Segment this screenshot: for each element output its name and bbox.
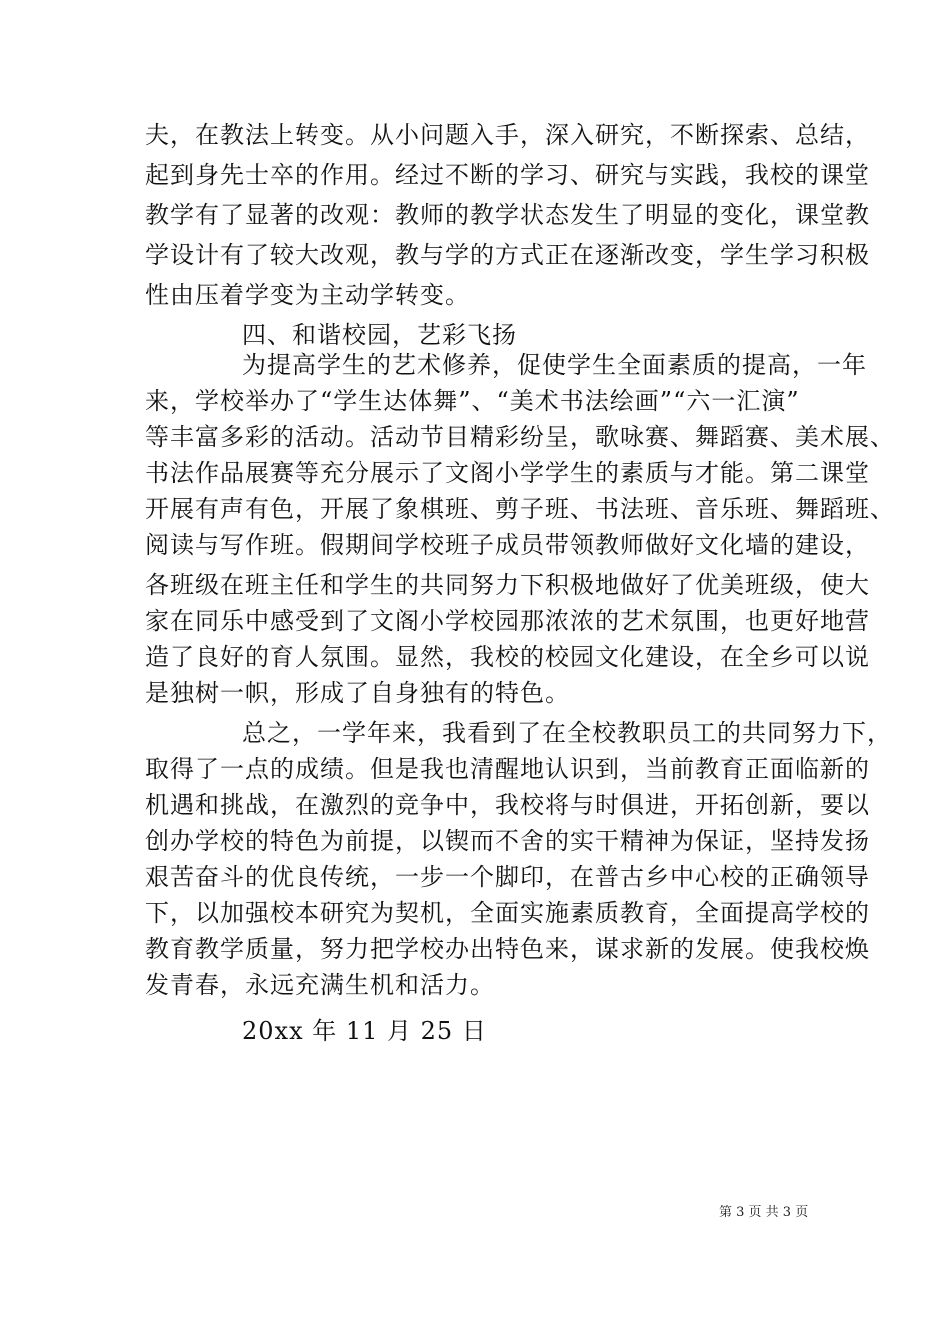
- body-text-line: 总之，一学年来，我看到了在全校教职员工的共同努力下，: [242, 719, 892, 747]
- body-text-line: 家在同乐中感受到了文阁小学校园那浓浓的艺术氛围，也更好地营: [145, 607, 870, 635]
- body-text-line: 下，以加强校本研究为契机，全面实施素质教育，全面提高学校的: [145, 899, 870, 927]
- section-heading: 四、和谐校园，艺彩飞扬: [242, 321, 517, 349]
- body-text-line: 开展有声有色，开展了象棋班、剪子班、书法班、音乐班、舞蹈班、: [145, 495, 895, 523]
- body-text-line: 取得了一点的成绩。但是我也清醒地认识到，当前教育正面临新的: [145, 755, 870, 783]
- body-text-line: 创办学校的特色为前提，以锲而不舍的实干精神为保证，坚持发扬: [145, 827, 870, 855]
- body-text-line: 教育教学质量，努力把学校办出特色来，谋求新的发展。使我校焕: [145, 935, 870, 963]
- body-text-line: 书法作品展赛等充分展示了文阁小学学生的素质与才能。第二课堂: [145, 459, 870, 487]
- body-text-line: 是独树一帜，形成了自身独有的特色。: [145, 679, 570, 707]
- document-date: 20xx 年 11 月 25 日: [242, 1017, 487, 1045]
- body-text-line: 各班级在班主任和学生的共同努力下积极地做好了优美班级，使大: [145, 571, 870, 599]
- body-text-line: 机遇和挑战，在激烈的竞争中，我校将与时俱进，开拓创新，要以: [145, 791, 870, 819]
- body-text-line: 起到身先士卒的作用。经过不断的学习、研究与实践，我校的课堂: [145, 161, 870, 189]
- page-number: 第 3 页 共 3 页: [719, 1205, 809, 1220]
- body-text-line: 阅读与写作班。假期间学校班子成员带领教师做好文化墙的建设，: [145, 531, 870, 559]
- body-text-line: 造了良好的育人氛围。显然，我校的校园文化建设，在全乡可以说: [145, 643, 870, 671]
- body-text-line: 学设计有了较大改观，教与学的方式正在逐渐改变，学生学习积极: [145, 241, 870, 269]
- body-text-line: 教学有了显著的改观：教师的教学状态发生了明显的变化，课堂教: [145, 201, 870, 229]
- body-text-line: 夫，在教法上转变。从小问题入手，深入研究，不断探索、总结，: [145, 121, 870, 149]
- body-text-line: 发青春，永远充满生机和活力。: [145, 971, 495, 999]
- body-text-line: 为提高学生的艺术修养，促使学生全面素质的提高，一年: [242, 351, 867, 379]
- body-text-line: 等丰富多彩的活动。活动节目精彩纷呈，歌咏赛、舞蹈赛、美术展、: [145, 423, 895, 451]
- body-text-line: 艰苦奋斗的优良传统，一步一个脚印，在普古乡中心校的正确领导: [145, 863, 870, 891]
- body-text-line: 性由压着学变为主动学转变。: [145, 281, 470, 309]
- body-text-line: 来，学校举办了“学生达体舞”、“美术书法绘画”“六一汇演”: [145, 387, 800, 415]
